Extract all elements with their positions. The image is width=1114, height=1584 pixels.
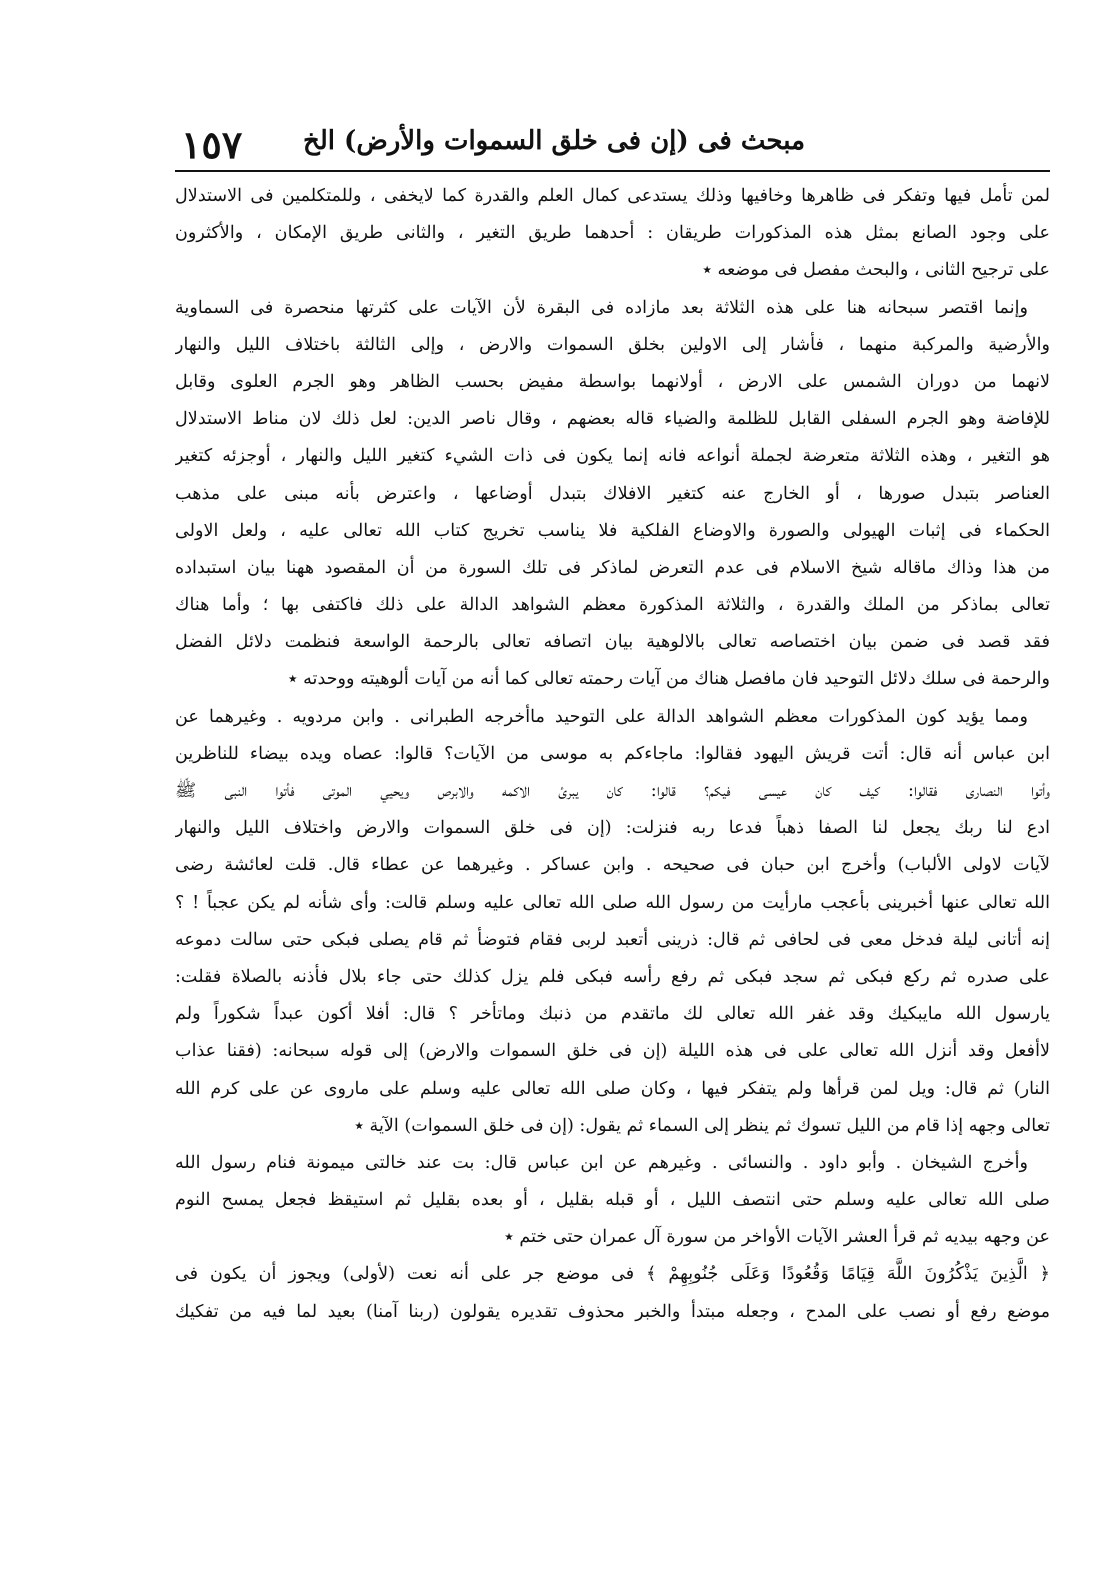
text-line: هو التغير ، وهذه الثلاثة متعرضة لجملة أنواعه فانه إنما يكون فى ذات الشيء كتغير الليل والنهار ، أوجزئه كتغير — [175, 446, 1050, 467]
text-line: لانهما من دوران الشمس على الارض ، أولانهما بواسطة مفيض بحسب الظاهر وهو الجرم العلوى وقابل — [175, 371, 1050, 392]
text-line: لمن تأمل فيها وتفكر فى ظاهرها وخافيها وذلك يستدعى كمال العلم والقدرة كما لايخفى ، وللمتكلمين فى الاستدلال — [175, 186, 1050, 206]
text-line: موضع رفع أو نصب على المدح ، وجعله مبتدأ والخبر محذوف تقديره يقولون (ربنا آمنا) بعيد لما فيه من تفكيك — [175, 1301, 1050, 1322]
text-line: إنه أتانى ليلة فدخل معى فى لحافى ثم قال: ذرينى أتعبد لربى فقام فتوضأ ثم قام يصلى فبكى حتى سالت دموعه — [175, 929, 1050, 950]
text-line: وأخرج الشيخان . وأبو داود . والنسائى . وغيرهم عن ابن عباس قال: بت عند خالتى ميمونة فنام رسول الله — [175, 1152, 1028, 1173]
text-line: ابن عباس أنه قال: أتت قريش اليهود فقالوا: ماجاءكم به موسى من الآيات؟ قالوا: عصاه ويده بيضاء للناظرين — [175, 743, 1050, 764]
text-line: ومما يؤيد كون المذكورات معظم الشواهد الدالة على التوحيد ماأخرجه الطبرانى . وابن مردويه . وغيرهما عن — [175, 706, 1028, 727]
text-line: يارسول الله مايبكيك وقد غفر الله تعالى لك ماتقدم من ذنبك وماتأخر ؟ قال: أفلا أكون عبداً شكوراً ولم — [175, 1004, 1050, 1025]
text-line: العناصر بتبدل صورها ، أو الخارج عنه كتغير الافلاك بتبدل أوضاعها ، واعترض بأنه مبنى على مذهب — [175, 483, 1050, 504]
text-line: وأتوا النصارى فقالوا: كيف كان عيسى فيكم؟ قالوا: كان يبرئ الاكمه والابرص ويحيي الموتى فأتوا النبى ﷺ — [175, 781, 1050, 801]
text-line: صلى الله تعالى عليه وسلم حتى انتصف الليل ، أو قبله بقليل ، أو بعده بقليل ثم استيقظ فجعل يمسح النوم — [175, 1190, 1050, 1211]
header-rule — [175, 170, 1050, 172]
page-header — [175, 120, 1050, 166]
text-line: النار) ثم قال: ويل لمن قرأها ولم يتفكر فيها ، وكان صلى الله تعالى عليه وسلم على ماروى عن على كرم الله — [175, 1078, 1050, 1099]
text-line: عن وجهه بيديه ثم قرأ العشر الآيات الأواخر من سورة آل عمران حتى ختم ٭ — [504, 1227, 1050, 1248]
text-line: الحكماء فى إثبات الهيولى والصورة والاوضاع الفلكية فلا يناسب تخريج كتاب الله تعالى عليه ، ولعل الاولى — [175, 520, 1050, 541]
text-line: الله تعالى عنها أخبرينى بأعجب مارأيت من رسول الله صلى الله تعالى عليه وسلم قالت: وأى شأنه لم يكن عجباً ! ؟ — [175, 892, 1050, 913]
text-line: ادع لنا ربك يجعل لنا الصفا ذهباً فدعا ربه فنزلت: (إن فى خلق السموات والارض واختلاف الليل والنهار — [175, 818, 1050, 839]
text-line: والرحمة فى سلك دلائل التوحيد فان مافصل هناك من آيات رحمته تعالى كما أنه من آيات ألوهيته ووحدته ٭ — [287, 669, 1050, 690]
text-line: على وجود الصانع بمثل هذه المذكورات طريقان : أحدهما طريق التغير ، والثانى طريق الإمكان ، والأكثرون — [175, 223, 1050, 244]
text-line: والأرضية والمركبة منهما ، فأشار إلى الاولين بخلق السموات والارض ، وإلى الثالثة باختلاف الليل والنهار — [175, 334, 1050, 355]
text-line: من هذا وذاك ماقاله شيخ الاسلام فى عدم التعرض لماذكر فى تلك السورة من أن المقصود ههنا بيان استبداده — [175, 557, 1050, 578]
text-line: وإنما اقتصر سبحانه هنا على هذه الثلاثة بعد مازاده فى البقرة لأن الآيات على كثرتها منحصرة فى السماوية — [175, 297, 1028, 318]
text-line: لاأفعل وقد أنزل الله تعالى على فى هذه الليلة (إن فى خلق السموات والارض) إلى قوله سبحانه: (فقنا عذاب — [175, 1041, 1050, 1062]
page-number: ١٥٧ — [181, 122, 243, 167]
body-text — [175, 178, 1050, 1508]
text-line: تعالى وجهه إذا قام من الليل تسوك ثم ينظر إلى السماء ثم يقول: (إن فى خلق السموات) الآية ٭ — [354, 1115, 1050, 1136]
text-line: للإفاضة وهو الجرم السفلى القابل للظلمة والضياء قاله بعضهم ، وقال ناصر الدين: لعل ذلك لان مناط الاستدلال — [175, 409, 1050, 430]
running-title: مبحث فى (إن فى خلق السموات والأرض) الخ — [303, 126, 805, 156]
text-line: فقد قصد فى ضمن بيان اختصاصه تعالى بالالوهية بيان اتصافه تعالى بالرحمة الواسعة فنظمت دلائل الفضل — [175, 632, 1050, 653]
text-line: على صدره ثم ركع فبكى ثم سجد فبكى ثم رفع رأسه فبكى فلم يزل كذلك حتى جاء بلال فأذنه بالصلاة فقلت: — [175, 966, 1050, 987]
text-line: تعالى بماذكر من الملك والقدرة ، والثلاثة المذكورة معظم الشواهد الدالة على ذلك فاكتفى بها ؛ وأما هناك — [175, 595, 1050, 616]
text-line: لآيات لاولى الألباب) وأخرج ابن حبان فى صحيحه . وابن عساكر . وغيرهما عن عطاء قال. قلت لعائشة رضى — [175, 855, 1050, 876]
text-line: ﴿ الَّذِينَ يَذْكُرُونَ اللَّهَ قِيَامًا وَقُعُودًا وَعَلَى جُنُوبِهِمْ ﴾ فى موضع جر على أنه نعت (لأولى) ويجوز أن يكون فى — [175, 1264, 1050, 1285]
text-line: على ترجيح الثانى ، والبحث مفصل فى موضعه ٭ — [702, 260, 1050, 281]
